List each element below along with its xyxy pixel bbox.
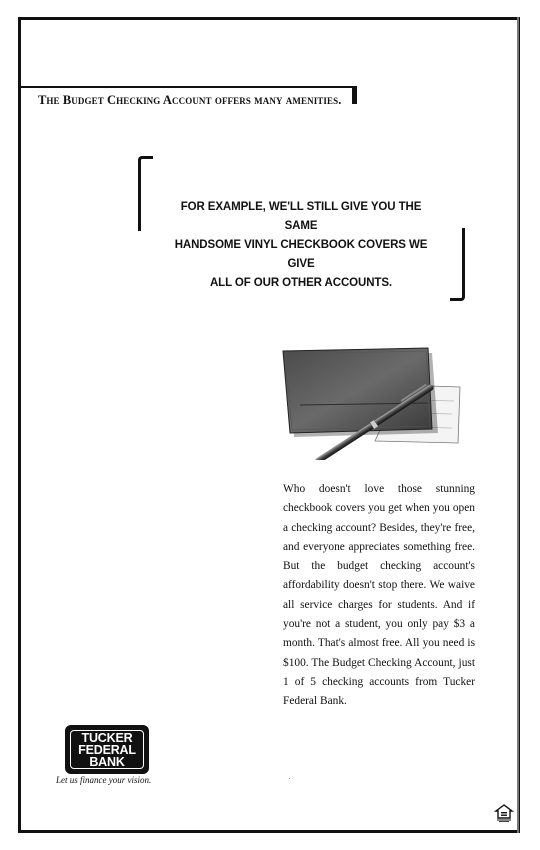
tucker-federal-bank-logo bbox=[65, 725, 149, 774]
pull-quote bbox=[170, 198, 432, 293]
equal-housing-lender-icon bbox=[494, 803, 514, 823]
quote-bracket-right bbox=[450, 228, 465, 301]
headline-tab-accent bbox=[352, 86, 357, 104]
logo-line: FEDERAL bbox=[78, 742, 136, 757]
pull-quote-line: ALL OF OUR OTHER ACCOUNTS. bbox=[209, 277, 393, 289]
headline: The Budget Checking Account offers many amenities. bbox=[21, 86, 357, 106]
quote-bracket-left bbox=[138, 156, 153, 231]
pull-quote-line: HANDSOME VINYL CHECKBOOK COVERS WE GIVE bbox=[174, 239, 428, 270]
logo-line: TUCKER bbox=[81, 730, 133, 745]
tagline: Let us finance your vision. bbox=[56, 775, 152, 785]
body-copy: Who doesn't love those stunning checkbook covers you get when you open a checking account? Besides, they're free, and everyone appreciates something free. But the budget checking account's affordability doesn't stop there. We waive all service charges for students. And if you're not a student, you only pay $3 a month. That's almost free. All you need is $100. The Budget Checking Account, just 1 of 5 checking accounts from Tucker Federal Bank. bbox=[283, 483, 475, 708]
checkbook-cover-with-pen-image bbox=[280, 345, 470, 460]
pull-quote-line: FOR EXAMPLE, WE'LL STILL GIVE YOU THE SAME bbox=[180, 201, 422, 232]
logo-inner-border bbox=[70, 730, 144, 769]
print-speck bbox=[289, 778, 290, 779]
page-edge-shadow bbox=[517, 17, 519, 833]
logo-line: BANK bbox=[89, 754, 125, 769]
